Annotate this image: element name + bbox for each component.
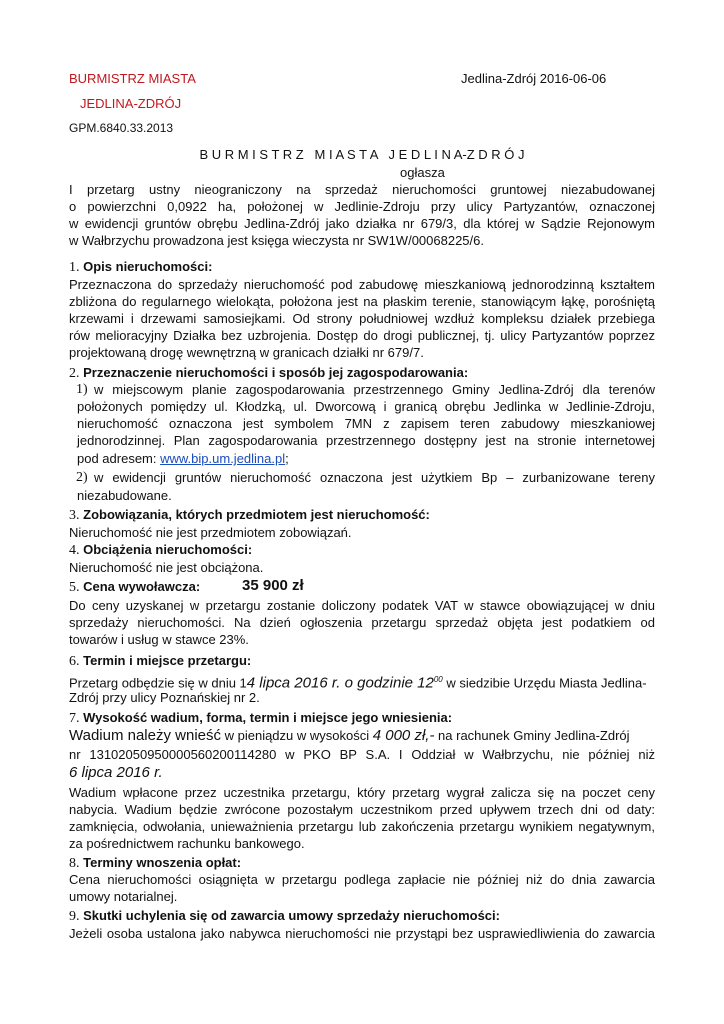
body-line: nabycia. Wadium będzie zwrócone pozostałym uczestnikom przed upływem trzech dni od daty: — [69, 802, 655, 818]
section-4-body: Nieruchomość nie jest obciążona. — [69, 560, 264, 575]
intro-line: w ewidencji gruntów obrębu Jedlina-Zdrój jako działka nr 679/3, dla której w Sądzie Rejonowym — [69, 216, 655, 232]
body-line: Przeznaczona do sprzedaży nieruchomość pod zabudowę mieszkaniową jednorodzinną kształtem — [69, 277, 655, 292]
time-minutes: 00 — [433, 675, 443, 684]
section-number: 7. — [69, 711, 80, 726]
body-text: Wadium należy wnieść — [69, 727, 221, 744]
section-8-body — [69, 871, 655, 905]
body-line: Cena nieruchomości osiągnięta w przetargu podlega zapłacie nie później niż do dnia zawarcia — [69, 872, 655, 887]
section-2-heading — [69, 364, 468, 382]
body-text: w siedzibie Urzędu Miasta Jedlina- — [442, 675, 647, 691]
body-line: krzewami i drzewami samosiejkami. Od strony południowej wzdłuż kompleksu działek przebiega — [69, 311, 655, 327]
section-6-heading — [69, 652, 251, 670]
section-5-heading — [69, 578, 200, 596]
reference-number: GPM.6840.33.2013 — [69, 121, 174, 135]
body-line: nieruchomość oznaczona jest symbolem 7MN z zapisem teren zabudowy mieszkaniowej — [77, 416, 655, 432]
list-item-2-last-line: niezabudowane. — [77, 488, 172, 503]
section-9-heading — [69, 907, 500, 925]
deposit-deadline: 6 lipca 2016 r. — [69, 764, 163, 781]
issuer-line-1: BURMISTRZ MIASTA — [69, 71, 196, 86]
section-title: Przeznaczenie nieruchomości i sposób jej zagospodarowania: — [83, 365, 469, 380]
body-line: zamknięcia, odwołania, unieważnienia przetargu lub zakończenia przetargu wynikiem negatywnym, — [69, 819, 655, 835]
deposit-amount: 4 000 zł,- — [372, 727, 435, 744]
section-number: 5. — [69, 580, 80, 595]
section-8-heading — [69, 854, 241, 872]
section-number: 3. — [69, 508, 80, 523]
section-1-heading — [69, 258, 212, 276]
list-item-2-first-line — [94, 469, 655, 486]
body-line: nr 13102050950000560200114280 w PKO BP S.A. I Oddział w Wałbrzychu, nie później niż — [69, 747, 655, 762]
body-line: Wadium wpłacone przez uczestnika przetargu, który przetarg wygrał zalicza się na poczet ceny — [69, 785, 655, 800]
body-line: za pośrednictwem rachunku bankowego. — [69, 836, 305, 852]
section-title: Zobowiązania, których przedmiotem jest nieruchomość: — [83, 507, 430, 522]
place-date: Jedlina-Zdrój 2016-06-06 — [461, 71, 607, 86]
section-7-heading — [69, 709, 452, 727]
issuer-line-2: JEDLINA-ZDRÓJ — [80, 96, 182, 111]
starting-price: 35 900 zł — [242, 577, 304, 594]
document-title: B U R M I S T R Z M I A S T A J E D L I N A-Z D R Ó J — [199, 147, 525, 162]
section-3-heading — [69, 506, 430, 524]
intro-line: I przetarg ustny nieograniczony na sprzedaż nieruchomości gruntowej niezabudowanej — [69, 182, 655, 197]
deposit-line-2 — [69, 746, 655, 763]
section-title: Skutki uchylenia się od zawarcia umowy sprzedaży nieruchomości: — [83, 908, 500, 923]
document-subtitle: ogłasza — [400, 165, 445, 180]
section-5-body — [69, 597, 655, 648]
list-item-1-first-line — [94, 381, 655, 398]
section-title: Termin i miejsce przetargu: — [83, 653, 252, 668]
section-title: Cena wywoławcza: — [83, 579, 201, 594]
intro-line: o powierzchni 0,0922 ha, położonej w Jedlinie-Zdroju przy ulicy Partyzantów, oznaczonej — [69, 199, 655, 215]
body-line: zbliżona do regularnego wielokąta, położona jest na płaskim terenie, stanowiącym łąkę, porośniętą — [69, 294, 655, 310]
section-number: 4. — [69, 543, 80, 558]
body-line: umowy notarialnej. — [69, 889, 178, 905]
intro-line: w Wałbrzychu prowadzona jest księga wieczysta nr SW1W/00068225/6. — [69, 233, 484, 249]
auction-datetime: 4 lipca 2016 r. o godzinie 12 — [246, 674, 434, 692]
body-line: towarów i usług w stawce 23%. — [69, 632, 249, 648]
body-text: ; — [285, 451, 289, 466]
deposit-line-1 — [69, 727, 630, 744]
list-item-1-link-line — [77, 450, 289, 467]
body-line: Jeżeli osoba ustalona jako nabywca nieruchomości nie przystąpi bez usprawiedliwienia do zawarcia — [69, 926, 655, 941]
section-title: Opis nieruchomości: — [83, 259, 213, 274]
section-number: 1. — [69, 260, 80, 275]
section-number: 9. — [69, 909, 80, 924]
body-line: położonych pomiędzy ul. Kłodzką, ul. Dworcową i granicą obrębu Jedlinka w Jedlinie-Zdroju, — [77, 399, 655, 414]
auction-place-line: Zdrój przy ulicy Poznańskiej nr 2. — [69, 690, 260, 705]
body-text: pod adresem: — [77, 451, 161, 466]
section-1-body — [69, 276, 655, 361]
section-3-body: Nieruchomość nie jest przedmiotem zobowiązań. — [69, 525, 352, 540]
section-number: 6. — [69, 654, 80, 669]
section-9-body — [69, 925, 655, 942]
section-title: Wysokość wadium, forma, termin i miejsce jego wniesienia: — [83, 710, 453, 725]
section-7-body — [69, 784, 655, 852]
body-line: w miejscowym planie zagospodarowania przestrzennego Gminy Jedlina-Zdrój dla terenów — [94, 382, 655, 397]
bip-link[interactable]: www.bip.um.jedlina.pl — [160, 451, 286, 466]
body-line: w ewidencji gruntów nieruchomość oznaczona jest użytkiem Bp – zurbanizowane tereny — [94, 470, 655, 485]
body-line: rów melioracyjny Działka bez uzbrojenia. Dostęp do drogi publicznej, tj. ulicy Partyzantów poprzez — [69, 328, 655, 344]
section-title: Obciążenia nieruchomości: — [83, 542, 253, 557]
list-item-2-number: 2) — [76, 470, 88, 485]
section-title: Terminy wnoszenia opłat: — [83, 855, 242, 870]
body-text: w pieniądzu w wysokości — [221, 728, 373, 743]
body-line: sprzedaży nieruchomości. Na dzień ogłoszenia przetargu sprzedaż objęta jest podatkiem od — [69, 615, 655, 631]
body-text: na rachunek Gminy Jedlina-Zdrój — [434, 728, 630, 743]
body-line: jednorodzinnej. Plan zagospodarowania przestrzennego dostępny jest na stronie internetowej — [77, 433, 655, 449]
section-4-heading — [69, 541, 252, 559]
body-text: Przetarg odbędzie się w dniu 1 — [69, 675, 247, 691]
list-item-1-number: 1) — [76, 382, 88, 397]
body-line: Do ceny uzyskanej w przetargu zostanie doliczony podatek VAT w stawce obowiązującej w dniu — [69, 598, 655, 613]
section-number: 8. — [69, 856, 80, 871]
list-item-1-body — [77, 398, 655, 449]
section-number: 2. — [69, 366, 80, 381]
intro-paragraph — [69, 181, 655, 249]
body-line: projektowaną drogę wewnętrzną w granicach działki nr 679/7. — [69, 345, 424, 361]
